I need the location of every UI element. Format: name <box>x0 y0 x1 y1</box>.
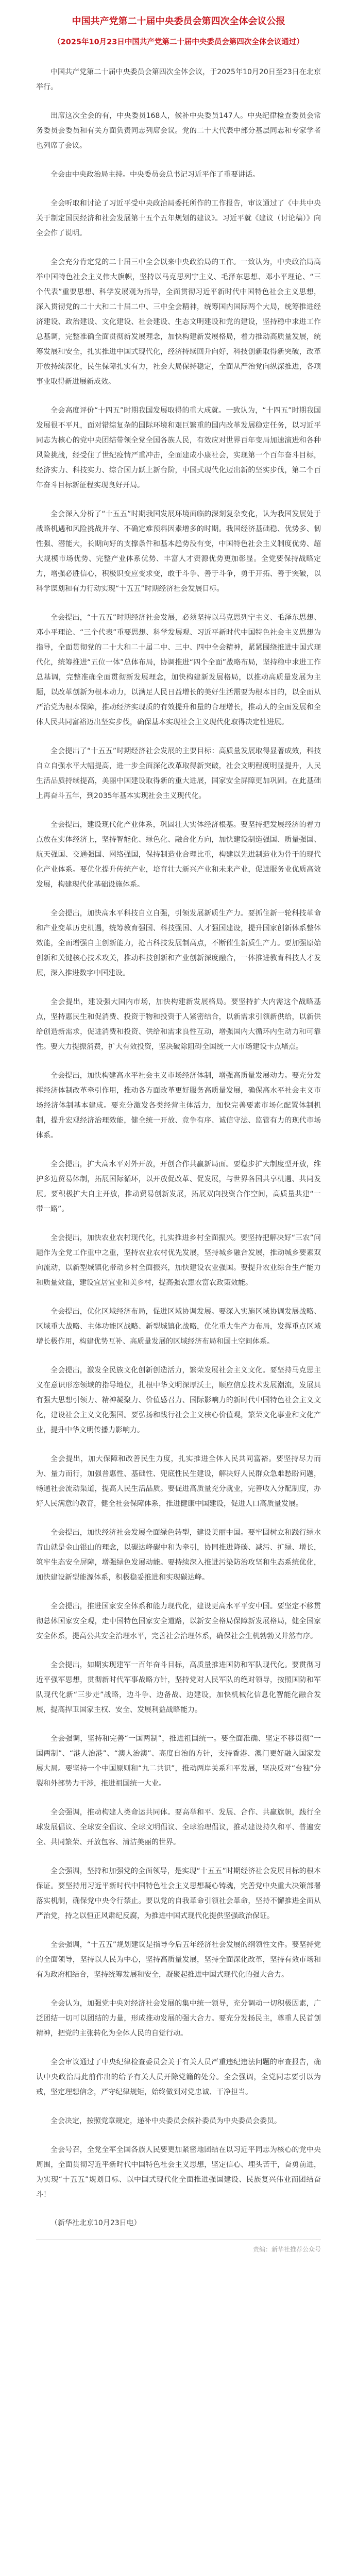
body-paragraph: 全会提出，扩大高水平对外开放，开创合作共赢新局面。要稳步扩大制度型开放，维护多边贸易体制，拓展国际循环，以开放促改革、促发展，与世界各国共享机遇、共同发展。要积极扩大自主开放，推动贸易创新发展，拓展双向投资合作空间，高质量共建“一带一路”。 <box>36 1160 321 1214</box>
footer-divider <box>36 2239 321 2240</box>
body-paragraph: 全会认为，加强党中央对经济社会发展的集中统一领导，充分调动一切积极因素，广泛团结一切可以团结的力量，形成推动发展的强大合力。要充分发扬民主，尊重人民首创精神，把党的主张转化为全体人民的自觉行动。 <box>36 1999 321 2038</box>
body-paragraph: 全会强调，推动构建人类命运共同体。要高举和平、发展、合作、共赢旗帜，践行全球发展倡议、全球安全倡议、全球文明倡议、全球治理倡议，推动建设持久和平、普遍安全、共同繁荣、开放包容、清洁美丽的世界。 <box>36 1808 321 1847</box>
body-paragraph: 全会听取和讨论了习近平受中央政治局委托所作的工作报告，审议通过了《中共中央关于制定国民经济和社会发展第十五个五年规划的建议》。习近平就《建议（讨论稿）》向全会作了说明。 <box>36 199 321 238</box>
body-paragraph: 全会号召，全党全军全国各族人民要更加紧密地团结在以习近平同志为核心的党中央周围，全面贯彻习近平新时代中国特色社会主义思想，坚定信心、埋头苦干，奋勇前进，为实现“十五五”规划目标、以中国式现代化全面推进强国建设、民族复兴伟业而团结奋斗！ <box>36 2146 321 2199</box>
body-paragraph: 全会提出，“十五五”时期经济社会发展，必须坚持以马克思列宁主义、毛泽东思想、邓小平理论、“三个代表”重要思想、科学发展观、习近平新时代中国特色社会主义思想为指导，全面贯彻党的二十大和二十届二中、三中、四中全会精神，紧紧围绕推进中国式现代化，统筹推进“五位一体”总体布局，协调推进“四个全面”战略布局，坚持稳中求进工作总基调，完整准确全面贯彻新发展理念，加快构建新发展格局，以推动高质量发展为主题，以改革创新为根本动力，以满足人民日益增长的美好生活需要为根本目的，以全面从严治党为根本保障，推动经济实现质的有效提升和量的合理增长，推动人的全面发展和全体人民共同富裕迈出坚实步伐，确保基本实现社会主义现代化取得决定性进展。 <box>36 614 321 727</box>
body-paragraph: 全会深入分析了“十五五”时期我国发展环境面临的深刻复杂变化，认为我国发展处于战略机遇和风险挑战并存、不确定难预料因素增多的时期。我国经济基础稳、优势多、韧性强、潜能大，长期向好的支撑条件和基本趋势没有变，中国特色社会主义制度优势、超大规模市场优势、完整产业体系优势、丰富人才资源优势更加彰显。全党要保持战略定力，增强必胜信心，积极识变应变求变，敢于斗争、善于斗争，勇于开拓、善于突破，以科学谋划和有力行动实现“十五五”时期经济社会发展目标。 <box>36 510 321 594</box>
body-paragraph: 全会提出，优化区域经济布局，促进区域协调发展。要深入实施区域协调发展战略、区域重大战略、主体功能区战略、新型城镇化战略，优化重大生产力布局，发挥重点区域增长极作用，构建优势互补、高质量发展的区域经济布局和国土空间体系。 <box>36 1308 321 1346</box>
body-paragraph: 全会提出，推进国家安全体系和能力现代化，建设更高水平平安中国。要坚定不移贯彻总体国家安全观，走中国特色国家安全道路，以新安全格局保障新发展格局，健全国家安全体系，提高公共安全治理水平，完善社会治理体系，确保社会生机勃勃又井然有序。 <box>36 1602 321 1641</box>
body-paragraph: 全会提出，加快高水平科技自立自强，引领发展新质生产力。要抓住新一轮科技革命和产业变革历史机遇，统筹教育强国、科技强国、人才强国建设，提升国家创新体系整体效能，全面增强自主创新能力，抢占科技发展制高点，不断催生新质生产力。要加强原始创新和关键核心技术攻关，推动科技创新和产业创新深度融合，一体推进教育科技人才发展，深入推进数字中国建设。 <box>36 909 321 978</box>
editor-credit: 责编：新华社推荐公众号 <box>252 2246 321 2253</box>
body-paragraph: 全会决定，按照党章规定，递补中央委员会候补委员为中央委员会委员。 <box>50 2117 281 2126</box>
body-paragraph: 出席这次全会的有，中央委员168人，候补中央委员147人。中央纪律检查委员会常务委员会委员和有关方面负责同志列席会议。党的二十大代表中部分基层同志和专家学者也列席了会议。 <box>36 112 321 150</box>
body-paragraph: 全会提出，如期实现建军一百年奋斗目标，高质量推进国防和军队现代化。要贯彻习近平强军思想，贯彻新时代军事战略方针，坚持党对人民军队的绝对领导，按照国防和军队现代化新“三步走”战略，边斗争、边备战、边建设，加快机械化信息化智能化融合发展，提高捍卫国家主权、安全、发展利益战略能力。 <box>36 1661 321 1715</box>
article-subtitle: （2025年10月23日中国共产党第二十届中央委员会第四次全体会议通过） <box>53 38 304 46</box>
body-paragraph: 全会提出，激发全民族文化创新创造活力，繁荣发展社会主义文化。要坚持马克思主义在意识形态领域的指导地位，扎根中华文明深厚沃土，顺应信息技术发展潮流，发展具有强大思想引领力、精神凝聚力、价值感召力、国际影响力的新时代中国特色社会主义文化，建设社会主义文化强国。要弘扬和践行社会主义核心价值观，繁荣文化事业和文化产业，提升中华文明传播力影响力。 <box>36 1366 321 1435</box>
body-paragraph: 中国共产党第二十届中央委员会第四次全体会议，于2025年10月20日至23日在北京举行。 <box>36 68 321 92</box>
body-paragraph: 全会提出，加快经济社会发展全面绿色转型，建设美丽中国。要牢固树立和践行绿水青山就是金山银山的理念，以碳达峰碳中和为牵引，协同推进降碳、减污、扩绿、增长，筑牢生态安全屏障，增强绿色发展动能。要持续深入推进污染防治攻坚和生态系统优化，加快建设新型能源体系，积极稳妥推进和实现碳达峰。 <box>36 1529 321 1582</box>
body-paragraph: 全会强调，“十五五”规划建议是指导今后五年经济社会发展的纲领性文件。要坚持党的全面领导，坚持以人民为中心，坚持高质量发展，坚持全面深化改革，坚持有效市场和有为政府相结合，坚持统筹发展和安全，凝聚起推进中国式现代化的强大合力。 <box>36 1941 321 1979</box>
body-paragraph: 全会强调，坚持和加强党的全面领导，是实现“十五五”时期经济社会发展目标的根本保证。要坚持用习近平新时代中国特色社会主义思想凝心铸魂，完善党中央重大决策部署落实机制，确保党中央令行禁止。要以党的自我革命引领社会革命，坚持不懈推进全面从严治党，持之以恒正风肃纪反腐，为推进中国式现代化提供坚强政治保证。 <box>36 1867 321 1921</box>
body-paragraph: 全会提出，加快构建高水平社会主义市场经济体制，增强高质量发展动力。要充分发挥经济体制改革牵引作用，推动各方面改革更好服务高质量发展，确保高水平社会主义市场经济体制基本建成。要充分激发各类经营主体活力，加快完善要素市场化配置体制机制，提升宏观经济治理效能，健全统一开放、竞争有序、诚信守法、监管有力的现代市场体系。 <box>36 1072 321 1140</box>
body-paragraph: 全会提出，加快农业农村现代化，扎实推进乡村全面振兴。要坚持把解决好“三农”问题作为全党工作重中之重，坚持农业农村优先发展，坚持城乡融合发展，推动城乡要素双向流动，以新型城镇化带动乡村全面振兴，加快建设农业强国。要提升农业综合生产能力和质量效益，建设宜居宜业和美乡村，提高强农惠农富农政策效能。 <box>36 1234 321 1287</box>
article-title: 中国共产党第二十届中央委员会第四次全体会议公报 <box>72 16 285 27</box>
body-paragraph: 全会提出，建设强大国内市场，加快构建新发展格局。要坚持扩大内需这个战略基点，坚持惠民生和促消费、投资于物和投资于人紧密结合，以新需求引领新供给，以新供给创造新需求，促进消费和投资、供给和需求良性互动，增强国内大循环内生动力和可靠性。要大力提振消费，扩大有效投资，坚决破除阻碍全国统一大市场建设卡点堵点。 <box>36 998 321 1052</box>
body-paragraph: 全会提出，建设现代化产业体系，巩固壮大实体经济根基。要坚持把发展经济的着力点放在实体经济上，坚持智能化、绿色化、融合化方向，加快建设制造强国、质量强国、航天强国、交通强国、网络强国，保持制造业合理比重，构建以先进制造业为骨干的现代化产业体系。要优化提升传统产业，培育壮大新兴产业和未来产业，促进服务业优质高效发展，构建现代化基础设施体系。 <box>36 821 321 889</box>
body-paragraph: 全会提出了“十五五”时期经济社会发展的主要目标：高质量发展取得显著成效，科技自立自强水平大幅提高，进一步全面深化改革取得新突破，社会文明程度明显提升，人民生活品质持续提高，美丽中国建设取得新的重大进展，国家安全屏障更加巩固。在此基础上再奋斗五年，到2035年基本实现社会主义现代化。 <box>36 747 321 801</box>
body-paragraph: 全会审议通过了中央纪律检查委员会关于有关人员严重违纪违法问题的审查报告，确认中央政治局此前作出的给予有关人员开除党籍的处分。全会强调，全党同志要引以为戒，坚定理想信念，严守纪律规矩，始终做到对党忠诚、干净担当。 <box>36 2058 321 2097</box>
body-paragraph: 全会提出，加大保障和改善民生力度，扎实推进全体人民共同富裕。要坚持尽力而为、量力而行，加强普惠性、基础性、兜底性民生建设，解决好人民群众急难愁盼问题，畅通社会流动渠道，提高人民生活品质。要促进高质量充分就业，完善收入分配制度，办好人民满意的教育，健全社会保障体系，推进健康中国建设，促进人口高质量发展。 <box>36 1455 321 1509</box>
body-paragraph: 全会充分肯定党的二十届三中全会以来中央政治局的工作。一致认为，中央政治局高举中国特色社会主义伟大旗帜，坚持以马克思列宁主义、毛泽东思想、邓小平理论、“三个代表”重要思想、科学发展观为指导，全面贯彻习近平新时代中国特色社会主义思想，深入贯彻党的二十大和二十届二中、三中全会精神，统筹国内国际两个大局，统筹推进经济建设、政治建设、文化建设、社会建设、生态文明建设和党的建设，坚持稳中求进工作总基调，完整准确全面贯彻新发展理念，加快构建新发展格局，着力推动高质量发展，统筹发展和安全，扎实推进中国式现代化，经济持续回升向好，科技创新取得新突破，改革开放持续深化，民生保障扎实有力，社会大局保持稳定，全面从严治党向纵深推进，各项事业取得新进展新成效。 <box>36 258 321 386</box>
body-paragraph: 全会由中央政治局主持。中央委员会总书记习近平作了重要讲话。 <box>50 171 260 179</box>
body-paragraph: 全会强调，坚持和完善“一国两制”，推进祖国统一。要全面准确、坚定不移贯彻“一国两制”、“港人治港”、“澳人治澳”、高度自治的方针，支持香港、澳门更好融入国家发展大局。要坚持一个中国原则和“九二共识”，推动两岸关系和平发展，坚决反对“台独”分裂和外部势力干涉，推进祖国统一大业。 <box>36 1735 321 1788</box>
news-source: （新华社北京10月23日电） <box>50 2219 141 2228</box>
body-paragraph: 全会高度评价“十四五”时期我国发展取得的重大成就。一致认为，“十四五”时期我国发展很不平凡，面对错综复杂的国际环境和艰巨繁重的国内改革发展稳定任务，以习近平同志为核心的党中央团结带领全党全国各族人民，有效应对世界百年变局加速演进和各种风险挑战，经受住了世纪疫情严重冲击，全面建成小康社会，实现第一个百年奋斗目标，经济实力、科技实力、综合国力跃上新台阶，中国式现代化迈出新的坚实步伐，第二个百年奋斗目标新征程实现良好开局。 <box>36 406 321 490</box>
article-body <box>36 65 321 2202</box>
